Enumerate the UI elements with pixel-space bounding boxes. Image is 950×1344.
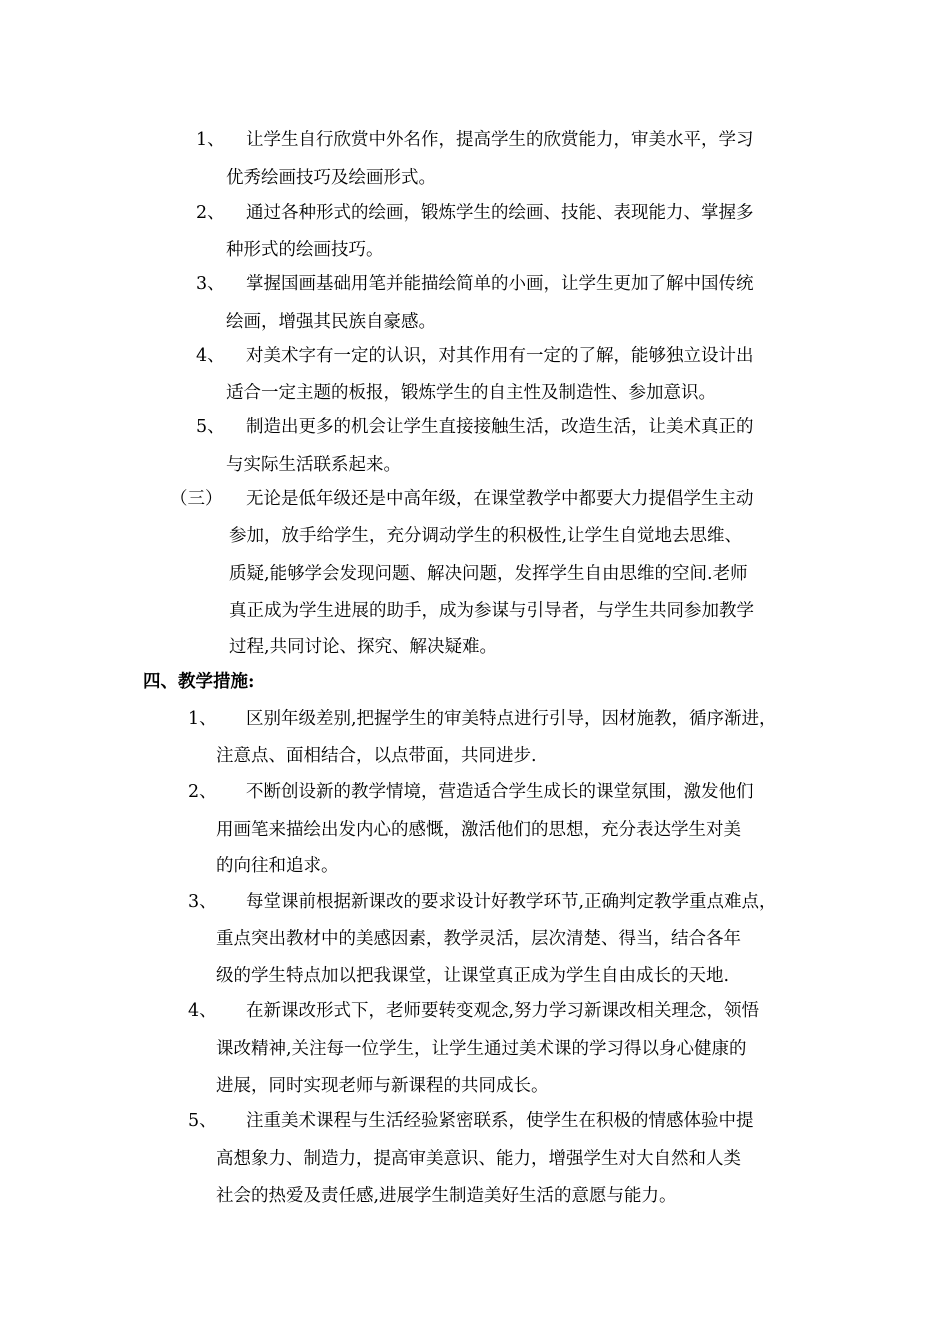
item-line: 区别年级差别,把握学生的审美特点进行引导，因材施教，循序渐进，: [246, 709, 777, 729]
paragraph-line: 质疑,能够学会发现问题、解决问题，发挥学生自由思维的空间.老师: [229, 564, 748, 584]
paragraph-line: 过程,共同讨论、探究、解决疑难。: [229, 637, 498, 657]
item-number: 1、: [188, 709, 217, 729]
item-number: 5、: [196, 417, 225, 437]
item-line: 用画笔来描绘出发内心的感慨，激活他们的思想，充分表达学生对美: [216, 820, 741, 840]
item-line: 让学生自行欣赏中外名作，提高学生的欣赏能力，审美水平，学习: [246, 130, 754, 150]
item-line: 高想象力、制造力，提高审美意识、能力，增强学生对大自然和人类: [216, 1149, 741, 1169]
item-line: 掌握国画基础用笔并能描绘简单的小画，让学生更加了解中国传统: [246, 274, 754, 294]
item-line: 绘画，增强其民族自豪感。: [226, 312, 436, 332]
item-number: 3、: [196, 274, 225, 294]
item-line: 注意点、面相结合，以点带面，共同进步.: [216, 746, 537, 766]
item-number: 1、: [196, 130, 225, 150]
item-line: 通过各种形式的绘画，锻炼学生的绘画、技能、表现能力、掌握多: [246, 203, 754, 223]
item-line: 级的学生特点加以把我课堂，让课堂真正成为学生自由成长的天地.: [216, 966, 730, 986]
item-line: 每堂课前根据新课改的要求设计好教学环节,正确判定教学重点难点，: [246, 892, 777, 912]
item-line: 种形式的绘画技巧。: [226, 240, 384, 260]
section-heading: 四、教学措施:: [143, 672, 255, 692]
item-number: 2、: [188, 782, 217, 802]
item-line: 课改精神,关注每一位学生，让学生通过美术课的学习得以身心健康的: [216, 1039, 747, 1059]
item-line: 的向往和追求。: [216, 856, 339, 876]
sub-section-number: （三）: [170, 489, 223, 509]
item-line: 不断创设新的教学情境，营造适合学生成长的课堂氛围，激发他们: [246, 782, 754, 802]
item-line: 与实际生活联系起来。: [226, 455, 401, 475]
paragraph-line: 参加，放手给学生，充分调动学生的积极性,让学生自觉地去思维、: [229, 526, 743, 546]
item-line: 注重美术课程与生活经验紧密联系，使学生在积极的情感体验中提: [246, 1111, 754, 1131]
paragraph-line: 无论是低年级还是中高年级，在课堂教学中都要大力提倡学生主动: [246, 489, 754, 509]
item-number: 2、: [196, 203, 225, 223]
item-line: 对美术字有一定的认识，对其作用有一定的了解，能够独立设计出: [246, 346, 754, 366]
item-number: 4、: [196, 346, 225, 366]
item-line: 优秀绘画技巧及绘画形式。: [226, 168, 436, 188]
item-number: 3、: [188, 892, 217, 912]
item-line: 重点突出教材中的美感因素，教学灵活，层次清楚、得当，结合各年: [216, 929, 741, 949]
item-line: 社会的热爱及责任感,进展学生制造美好生活的意愿与能力。: [216, 1186, 677, 1206]
paragraph-line: 真正成为学生进展的助手，成为参谋与引导者，与学生共同参加教学: [229, 601, 754, 621]
item-line: 适合一定主题的板报，锻炼学生的自主性及制造性、参加意识。: [226, 383, 716, 403]
item-line: 制造出更多的机会让学生直接接触生活，改造生活，让美术真正的: [246, 417, 754, 437]
item-line: 在新课改形式下，老师要转变观念,努力学习新课改相关理念，领悟: [246, 1001, 760, 1021]
item-line: 进展，同时实现老师与新课程的共同成长。: [216, 1076, 549, 1096]
item-number: 4、: [188, 1001, 217, 1021]
item-number: 5、: [188, 1111, 217, 1131]
